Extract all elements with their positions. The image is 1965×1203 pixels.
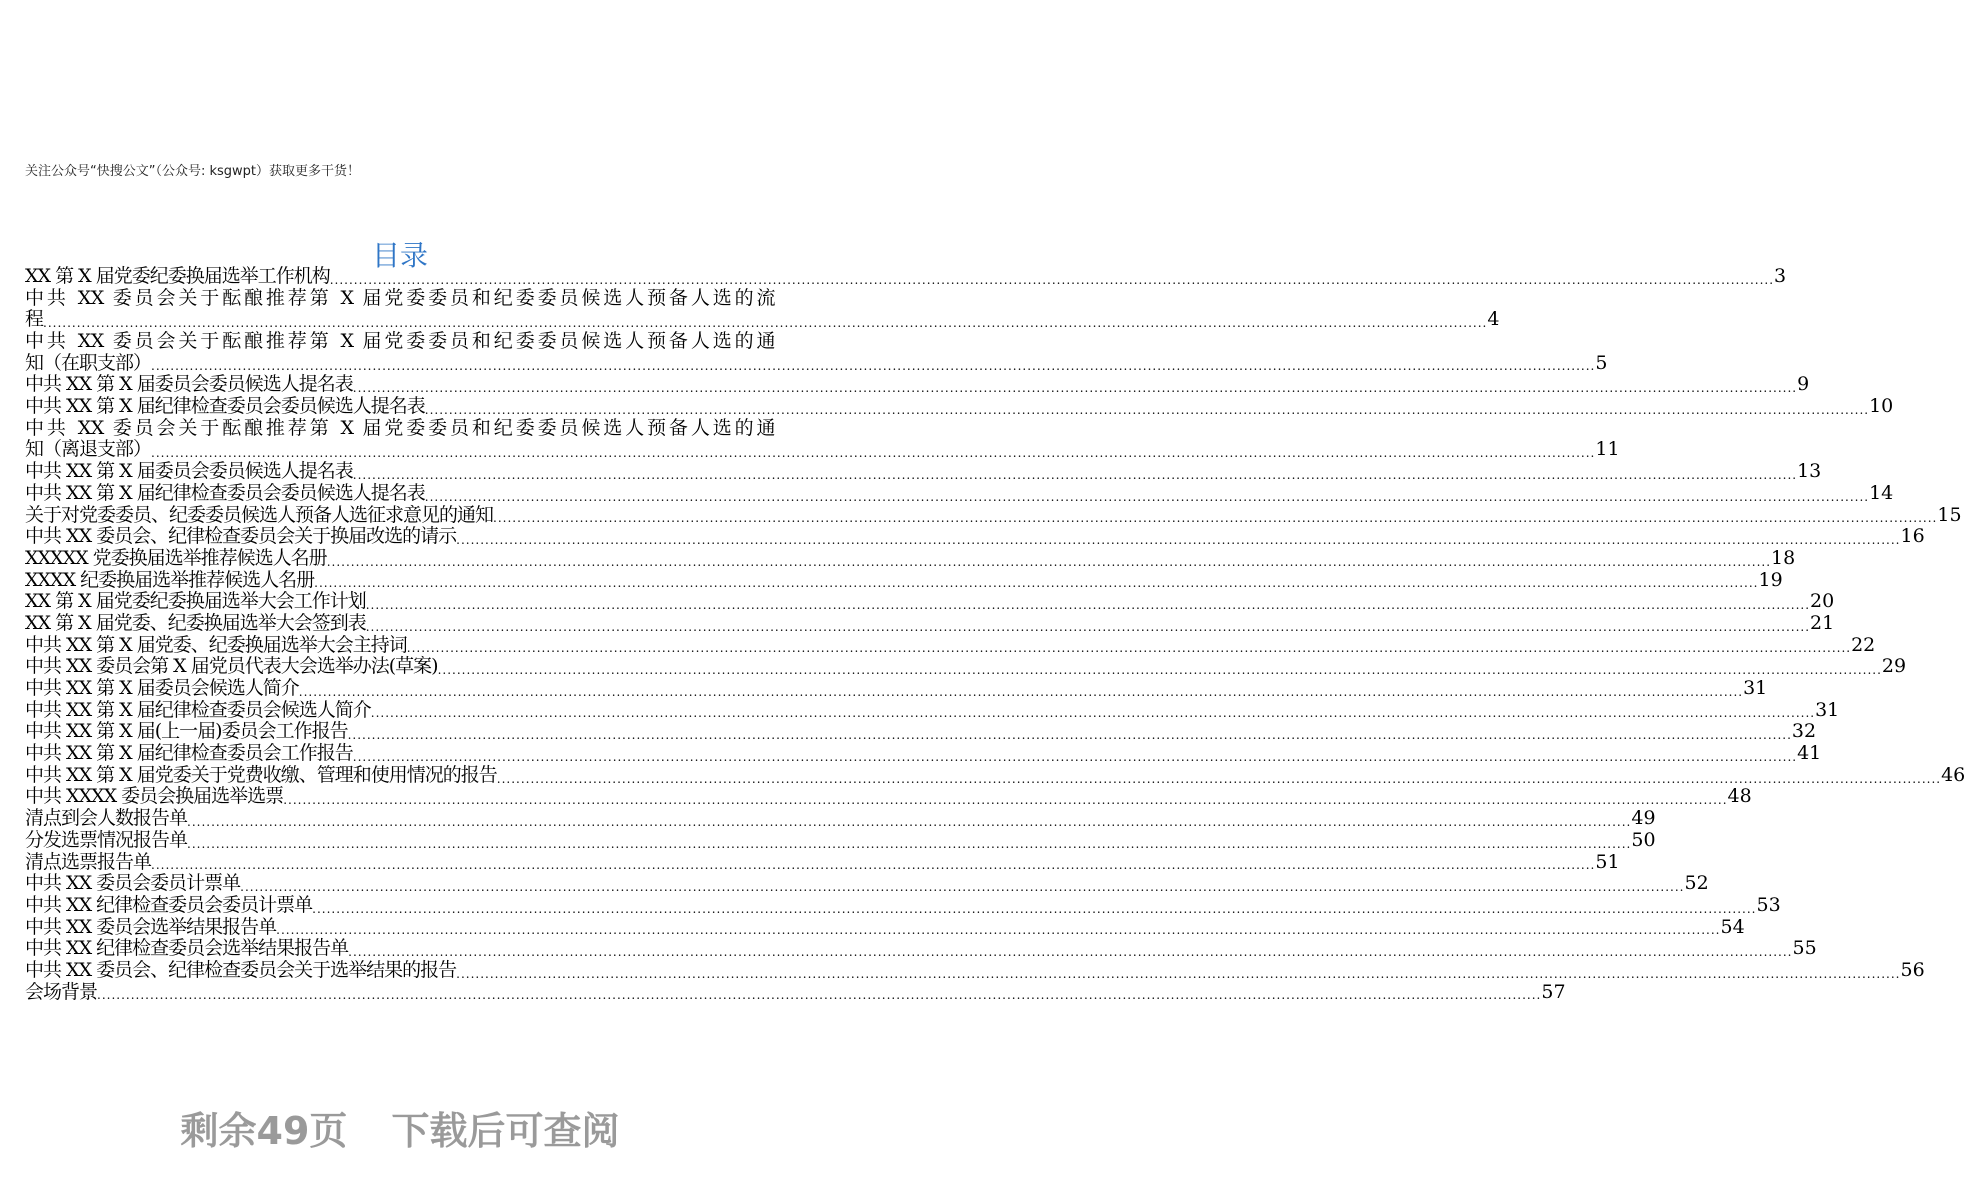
dot-leader: ............................................................................................................................................................................................................................................................................................................: [151, 446, 1596, 461]
toc-entry-page: 46: [1941, 763, 1965, 786]
toc-entry[interactable]: [25, 655, 1907, 678]
toc-entry-title: XXXXX 党委换届选举推荐候选人名册: [25, 546, 327, 569]
dot-leader: ............................................................................................................................................................................................................................................................................................................: [314, 576, 1759, 591]
dot-leader: ............................................................................................................................................................................................................................................................................................................: [187, 814, 1632, 829]
toc-entry-title: 中共 XX 第 X 届纪律检查委员会工作报告: [25, 742, 353, 765]
toc-entry-title: XX 第 X 届党委纪委换届选举工作机构: [25, 264, 330, 287]
dot-leader: ............................................................................................................................................................................................................................................................................................................: [347, 728, 1792, 743]
toc-entry-page: 11: [1595, 438, 1620, 461]
remaining-pages-text: 剩余49页: [180, 1109, 348, 1153]
dot-leader: ............................................................................................................................................................................................................................................................................................................: [493, 511, 1938, 526]
toc-entry-title: 中共 XX 纪律检查委员会委员计票单: [25, 893, 313, 916]
toc-entry-page: 53: [1756, 893, 1781, 916]
dot-leader: ............................................................................................................................................................................................................................................................................................................: [406, 641, 1852, 656]
dot-leader: ............................................................................................................................................................................................................................................................................................................: [276, 923, 1721, 938]
dot-leader: ............................................................................................................................................................................................................................................................................................................: [151, 858, 1596, 873]
toc-entry[interactable]: [25, 677, 1768, 700]
toc-entry-title: 中共 XX 第 X 届纪律检查委员会候选人简介: [25, 698, 371, 721]
toc-entry[interactable]: [25, 546, 1796, 570]
toc-entry-row: [25, 373, 1810, 396]
toc-entry-row: [25, 807, 1656, 830]
toc-entry-page: 52: [1684, 872, 1709, 895]
toc-entry[interactable]: [25, 720, 1817, 743]
dot-leader: ............................................................................................................................................................................................................................................................................................................: [424, 489, 1870, 504]
dot-leader: ............................................................................................................................................................................................................................................................................................................: [424, 402, 1870, 417]
toc-entry[interactable]: [25, 850, 1620, 874]
dot-leader: ............................................................................................................................................................................................................................................................................................................: [97, 988, 1542, 1003]
toc-entry-row: [25, 677, 1768, 700]
dot-leader: ............................................................................................................................................................................................................................................................................................................: [365, 598, 1811, 612]
toc-entry-row: [25, 893, 1781, 917]
toc-entry-row: [25, 655, 1907, 678]
toc-entry-page: 55: [1792, 937, 1817, 960]
toc-entry[interactable]: [25, 742, 1822, 765]
toc-entry[interactable]: [25, 395, 1894, 418]
toc-entry[interactable]: [25, 872, 1709, 895]
toc-entry[interactable]: [25, 286, 1500, 331]
toc-entry-page: 4: [1487, 308, 1500, 331]
toc-entry-title: 中共 XX 委员会、纪律检查委员会关于选举结果的报告: [25, 958, 457, 981]
toc-entry[interactable]: [25, 807, 1656, 830]
toc-entry[interactable]: [25, 330, 1608, 374]
toc-entry-row: [25, 633, 1876, 657]
toc-entry-page: 5: [1595, 351, 1608, 374]
toc-entry-page: 56: [1900, 958, 1925, 981]
toc-entry[interactable]: [25, 503, 1962, 527]
toc-entry-page: 16: [1900, 525, 1925, 548]
toc-entry-title: 中共 XX 第 X 届委员会候选人简介: [25, 677, 299, 700]
table-of-contents: [25, 264, 1965, 1003]
toc-entry-page: 48: [1727, 785, 1752, 808]
toc-entry-page: 31: [1815, 698, 1840, 721]
toc-entry-page: 22: [1851, 633, 1876, 656]
toc-entry-title: 中共 XX 委员会委员计票单: [25, 872, 241, 895]
toc-entry-title-line1: 中共 XX 委员会关于酝酿推荐第 X 届党委委员和纪委委员候选人预备人选的通: [25, 330, 775, 353]
toc-entry-row: [25, 590, 1835, 613]
toc-entry-title: 知（离退支部）: [25, 438, 152, 461]
toc-entry-title: 中共 XX 委员会第 X 届党员代表大会选举办法(草案): [25, 655, 438, 678]
toc-entry-title: 中共 XX 第 X 届委员会委员候选人提名表: [25, 460, 353, 483]
toc-entry-title: XX 第 X 届党委纪委换届选举大会工作计划: [25, 590, 366, 613]
toc-entry-page: 32: [1791, 720, 1817, 743]
dot-leader: ............................................................................................................................................................................................................................................................................................................: [326, 554, 1772, 569]
toc-entry-row: [25, 611, 1835, 635]
toc-entry-page: 10: [1869, 395, 1894, 418]
dot-leader: ............................................................................................................................................................................................................................................................................................................: [151, 359, 1596, 374]
toc-entry[interactable]: [25, 937, 1817, 960]
toc-entry-title: 关于对党委委员、纪委委员候选人预备人选征求意见的通知: [25, 503, 494, 526]
toc-entry-title: 中共 XX 第 X 届委员会委员候选人提名表: [25, 373, 353, 396]
toc-entry[interactable]: [25, 785, 1752, 809]
dot-leader: ............................................................................................................................................................................................................................................................................................................: [437, 663, 1882, 678]
toc-entry-title: 清点到会人数报告单: [25, 807, 188, 830]
toc-entry-page: 54: [1720, 915, 1745, 938]
toc-entry-row: [25, 828, 1656, 852]
toc-entry-page: 9: [1797, 373, 1810, 396]
toc-entry-page: 14: [1869, 481, 1894, 504]
toc-entry-row: [25, 308, 1500, 331]
toc-entry-title-line1: 中共 XX 委员会关于酝酿推荐第 X 届党委委员和纪委委员候选人预备人选的通: [25, 416, 775, 439]
dot-leader: ............................................................................................................................................................................................................................................................................................................: [352, 381, 1798, 396]
toc-entry-title: 中共 XX 第 X 届党委关于党费收缴、管理和使用情况的报告: [25, 763, 497, 786]
toc-entry[interactable]: [25, 568, 1783, 592]
download-hint-link[interactable]: 下载后可查阅: [391, 1109, 620, 1153]
toc-entry-row: [25, 980, 1566, 1004]
toc-entry-row: [25, 763, 1965, 787]
toc-entry-page: 19: [1758, 568, 1783, 591]
toc-entry-row: [25, 438, 1620, 462]
toc-entry-row: [25, 525, 1925, 548]
toc-entry-title: 知（在职支部）: [25, 351, 152, 374]
toc-entry-row: [25, 872, 1709, 895]
toc-entry-title: 会场背景: [25, 980, 98, 1003]
toc-entry-page: 21: [1810, 611, 1835, 634]
toc-entry-row: [25, 698, 1840, 722]
toc-entry[interactable]: [25, 893, 1781, 917]
follow-notice: 关注公众号“快搜公文”（公众号: ksgwpt）获取更多干货！: [25, 164, 361, 179]
toc-entry-title: 中共 XX 纪律检查委员会选举结果报告单: [25, 937, 349, 960]
toc-entry-title: 中共 XX 第 X 届党委、纪委换届选举大会主持词: [25, 633, 407, 656]
toc-entry-row: [25, 351, 1608, 375]
dot-leader: ............................................................................................................................................................................................................................................................................................................: [352, 749, 1798, 764]
toc-entry-row: [25, 850, 1620, 874]
toc-entry-row: [25, 937, 1817, 960]
toc-entry-title: 中共 XX 委员会选举结果报告单: [25, 915, 277, 938]
dot-leader: ............................................................................................................................................................................................................................................................................................................: [456, 532, 1901, 547]
toc-entry[interactable]: [25, 525, 1925, 548]
toc-entry[interactable]: [25, 980, 1566, 1004]
toc-entry[interactable]: [25, 460, 1822, 483]
toc-entry[interactable]: [25, 763, 1965, 787]
dot-leader: ............................................................................................................................................................................................................................................................................................................: [329, 272, 1775, 287]
toc-entry-row: [25, 395, 1894, 418]
toc-entry-page: 50: [1631, 828, 1656, 851]
dot-leader: ............................................................................................................................................................................................................................................................................................................: [348, 945, 1793, 959]
toc-entry-page: 57: [1541, 980, 1566, 1003]
toc-entry-page: 3: [1774, 264, 1787, 287]
toc-entry-row: [25, 568, 1783, 592]
toc-entry-row: [25, 503, 1962, 527]
toc-entry-page: 41: [1797, 742, 1822, 765]
toc-entry[interactable]: [25, 373, 1810, 396]
dot-leader: ............................................................................................................................................................................................................................................................................................................: [456, 966, 1901, 981]
dot-leader: ............................................................................................................................................................................................................................................................................................................: [370, 706, 1816, 721]
toc-entry[interactable]: [25, 958, 1925, 982]
toc-entry-title: XX 第 X 届党委、纪委换届选举大会签到表: [25, 611, 366, 634]
toc-entry-row: [25, 742, 1822, 765]
toc-entry-title: 程: [25, 308, 44, 331]
toc-entry[interactable]: [25, 633, 1876, 657]
toc-entry-page: 15: [1937, 503, 1962, 526]
toc-entry-title-line1: 中共 XX 委员会关于酝酿推荐第 X 届党委委员和纪委委员候选人预备人选的流: [25, 286, 775, 309]
dot-leader: ............................................................................................................................................................................................................................................................................................................: [312, 901, 1757, 916]
dot-leader: ............................................................................................................................................................................................................................................................................................................: [240, 879, 1685, 894]
toc-entry[interactable]: [25, 828, 1656, 852]
toc-entry-page: 18: [1771, 546, 1796, 569]
toc-entry[interactable]: [25, 590, 1835, 613]
toc-entry-row: [25, 785, 1752, 809]
toc-entry-row: [25, 481, 1894, 505]
toc-entry-page: 20: [1810, 590, 1835, 613]
toc-entry-page: 49: [1631, 807, 1656, 830]
toc-entry-page: 29: [1881, 655, 1907, 678]
toc-entry-row: [25, 958, 1925, 982]
toc-entry[interactable]: [25, 416, 1620, 461]
toc-entry-page: 31: [1743, 677, 1768, 700]
dot-leader: ............................................................................................................................................................................................................................................................................................................: [352, 467, 1798, 482]
toc-entry[interactable]: [25, 698, 1840, 722]
toc-entry-row: [25, 264, 1787, 288]
toc-entry-title: 清点选票报告单: [25, 850, 152, 873]
toc-entry-title: 中共 XXXX 委员会换届选举选票: [25, 785, 284, 808]
toc-entry-row: [25, 546, 1796, 570]
toc-entry-page: 51: [1595, 850, 1620, 873]
dot-leader: ............................................................................................................................................................................................................................................................................................................: [283, 793, 1728, 808]
toc-entry-title: 分发选票情况报告单: [25, 828, 188, 851]
toc-title: 目录: [371, 239, 428, 272]
dot-leader: ............................................................................................................................................................................................................................................................................................................: [43, 316, 1488, 331]
toc-entry-page: 13: [1797, 460, 1822, 483]
toc-entry-row: [25, 460, 1822, 483]
toc-entry-title: 中共 XX 第 X 届(上一届)委员会工作报告: [25, 720, 348, 743]
dot-leader: ............................................................................................................................................................................................................................................................................................................: [365, 619, 1811, 634]
toc-entry-title: 中共 XX 第 X 届纪律检查委员会委员候选人提名表: [25, 481, 425, 504]
toc-entry-title: 中共 XX 第 X 届纪律检查委员会委员候选人提名表: [25, 395, 425, 418]
toc-entry[interactable]: [25, 264, 1787, 288]
toc-entry-title: XXXX 纪委换届选举推荐候选人名册: [25, 568, 315, 591]
dot-leader: ............................................................................................................................................................................................................................................................................................................: [187, 836, 1632, 851]
preview-footer: [0, 1100, 800, 1155]
dot-leader: ............................................................................................................................................................................................................................................................................................................: [298, 684, 1744, 699]
toc-entry-row: [25, 720, 1817, 743]
toc-entry-row: [25, 915, 1745, 939]
toc-entry[interactable]: [25, 481, 1894, 505]
toc-entry[interactable]: [25, 611, 1835, 635]
dot-leader: ............................................................................................................................................................................................................................................................................................................: [496, 771, 1942, 786]
toc-entry-title: 中共 XX 委员会、纪律检查委员会关于换届改选的请示: [25, 525, 457, 548]
toc-entry[interactable]: [25, 915, 1745, 939]
